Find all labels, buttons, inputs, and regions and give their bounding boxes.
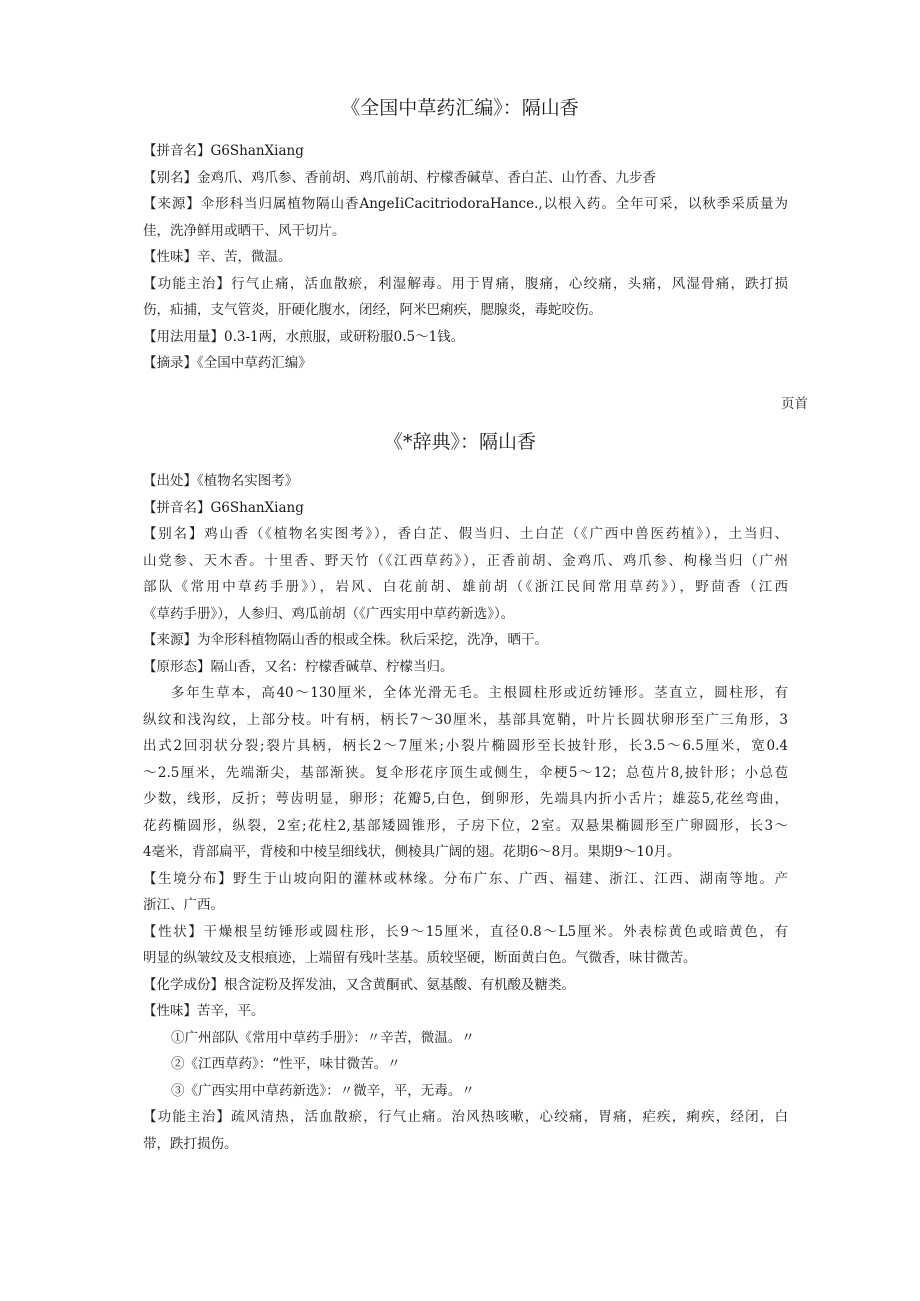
section1-body bbox=[143, 138, 788, 377]
description-line-7: 4毫米，背部扁平，背棱和中棱呈细线状，侧棱具广阔的翅。花期6～8月。果期9～10月。 bbox=[143, 844, 681, 860]
nature-quote-1: ①广州部队《常用中草药手册》：〃辛苦，微温。〃 bbox=[171, 1029, 475, 1046]
alias-line-1: 【别名】鸡山香（《植物名实图考》），香白芷、假当归、土白芷（《广西中兽医药植》），土当归、 bbox=[143, 526, 788, 542]
description-line-6: 花药椭圆形，纵裂，2室;花柱2,基部矮圆锥形，子房下位，2室。双悬果椭圆形至广卵圆形，长3～ bbox=[143, 817, 788, 834]
description-line-3: 出式2回羽状分裂;裂片具柄，柄长2～7厘米;小裂片椭圆形至长披针形，长3.5～6.5厘米，宽0.4 bbox=[143, 738, 788, 754]
morphology-line: 【原形态】隔山香，又名：柠檬香碱草、柠檬当归。 bbox=[143, 658, 454, 675]
alias-line-3: 部队《常用中草药手册》），岩风、白花前胡、雄前胡（《浙江民间常用草药》），野茴香（江西 bbox=[143, 579, 788, 595]
alias-line-2: 山党参、天木香。十里香、野天竹（《江西草药》），正香前胡、金鸡爪、鸡爪参、枸椽当归（广州 bbox=[143, 552, 788, 569]
page-top-link[interactable]: 页首 bbox=[781, 396, 808, 412]
source-line-1: 【来源】伞形科当归属植物隔山香AngeIiCacitriodoraHance.,以根入药。全年可采，以秋季采质量为 bbox=[143, 196, 788, 212]
pinyin-line: 【拼音名】G6ShanXiang bbox=[143, 143, 304, 159]
habitat-line-1: 【生境分布】野生于山坡向阳的灌林或林缘。分布广东、广西、福建、浙江、江西、湖南等地。产 bbox=[143, 870, 788, 887]
source-line: 【来源】为伞形科植物隔山香的根或全株。秋后采挖，洗净，晒干。 bbox=[143, 632, 548, 648]
description-line-5: 少数，线形，反折；萼齿明显，卵形；花瓣5,白色，倒卵形，先端具内折小舌片；雄蕊5,花丝弯曲， bbox=[143, 791, 788, 807]
function-line-2: 带，跌打损伤。 bbox=[143, 1135, 238, 1152]
description-line-4: ～2.5厘米，先端渐尖，基部渐狭。复伞形花序顶生或侧生，伞梗5～12；总苞片8,披针形；小总苞 bbox=[143, 764, 788, 781]
origin-line: 【出处】《植物名实图考》 bbox=[143, 473, 299, 489]
description-line-2: 纵纹和浅沟纹，上部分枝。叶有柄，柄长7～30厘米，基部具宽鞘，叶片长圆状卵形至广三角形，3 bbox=[143, 711, 788, 728]
alias-line: 【别名】金鸡爪、鸡爪参、香前胡、鸡爪前胡、柠檬香碱草、香白芷、山竹香、九步香 bbox=[143, 169, 656, 186]
function-line-1: 【功能主治】疏风清热，活血散瘀，行气止痛。治风热咳嗽，心绞痛，胃痛，疟疾，痢疾，经闭，白 bbox=[143, 1109, 788, 1125]
alias-line-4: 《草药手册》），人参归、鸡瓜前胡（《广西实用中草药新选》）。 bbox=[143, 605, 515, 622]
pinyin-line: 【拼音名】G6ShanXiang bbox=[143, 499, 304, 516]
function-line-1: 【功能主治】行气止痛，活血散瘀，利湿解毒。用于胃痛，腹痛，心绞痛，头痛，风湿骨痛，跌打损 bbox=[143, 275, 788, 292]
section2-title: 《*辞典》：隔山香 bbox=[383, 431, 536, 453]
chemistry-line: 【化学成份】根含淀粉及挥发油，又含黄酮甙、氨基酸、有机酸及糖类。 bbox=[143, 976, 575, 993]
section1-title: 《全国中草药汇编》：隔山香 bbox=[341, 97, 579, 119]
section2-body bbox=[143, 468, 788, 1157]
description-line-1: 多年生草本，高40～130厘米，全体光滑无毛。主根圆柱形或近纺锤形。茎直立，圆柱形，有 bbox=[171, 685, 788, 701]
nature-line: 【性味】辛、苦，微温。 bbox=[143, 249, 292, 265]
habitat-line-2: 浙江、广西。 bbox=[143, 897, 224, 913]
character-line-2: 明显的纵皱纹及支根痕迹，上端留有残叶茎基。质较坚硬，断面黄白色。气微香，味甘微苦。 bbox=[143, 950, 697, 966]
source-line-2: 佳，洗净鲜用或晒干、风干切片。 bbox=[143, 222, 346, 239]
function-line-2: 伤，疝捕，支气管炎，肝硬化腹水，闭经，阿米巴痢疾，腮腺炎，毒蛇咬伤。 bbox=[143, 302, 602, 318]
usage-line: 【用法用量】0.3-1两，水煎服，或研粉服0.5～1钱。 bbox=[143, 328, 465, 345]
character-line-1: 【性状】干燥根呈纺锤形或圆柱形，长9～15厘米，直径0.8～L5厘米。外表棕黄色或暗黄色，有 bbox=[143, 923, 788, 940]
excerpt-line: 【摘录】《全国中草药汇编》 bbox=[143, 355, 312, 371]
nature-line: 【性味】苦辛，平。 bbox=[143, 1003, 265, 1019]
nature-quote-3: ③《广西实用中草药新选》：〃微辛，平，无毒。〃 bbox=[171, 1082, 475, 1099]
nature-quote-2: ②《江西草药》：“性平，味甘微苦。〃 bbox=[171, 1056, 401, 1072]
